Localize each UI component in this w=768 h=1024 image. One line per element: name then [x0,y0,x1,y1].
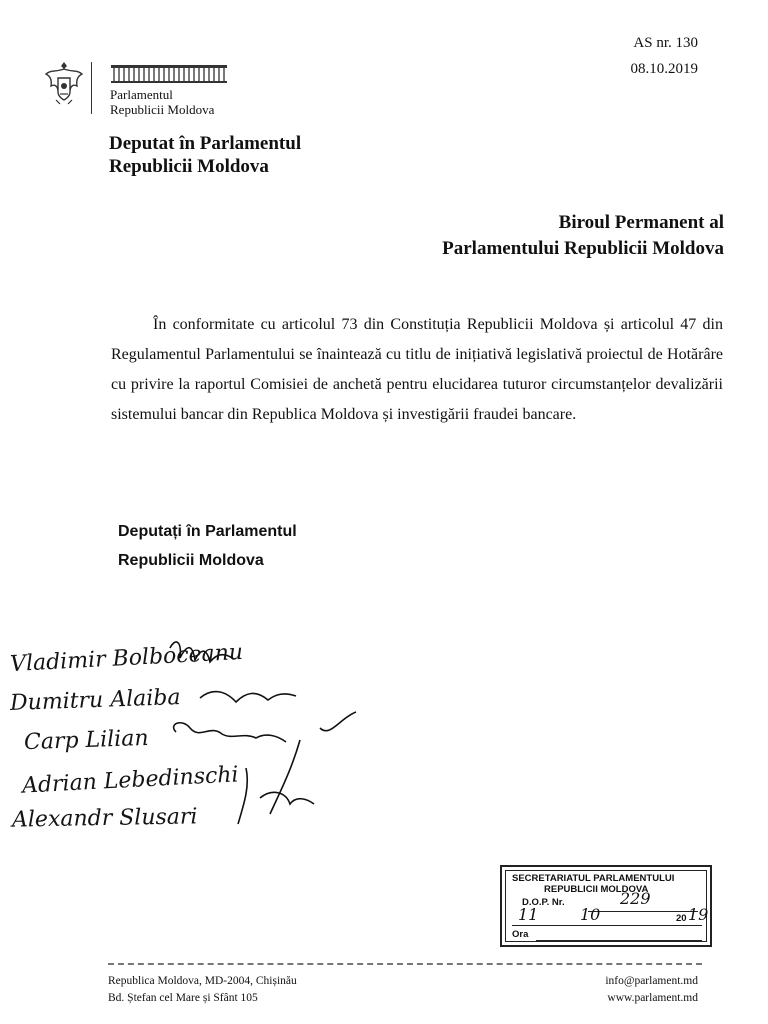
sender-line2: Republicii Moldova [109,156,269,177]
reference-date: 08.10.2019 [630,61,698,77]
stamp-number-value: 229 [620,889,651,908]
org-name-line2: Republicii Moldova [110,102,215,117]
stamp-year-suffix: 19 [688,905,709,924]
recipient-line1: Biroul Permanent al [558,212,724,233]
signature-name: Dumitru Alaiba [9,685,181,716]
stamp-day: 11 [518,905,539,924]
signature-name: Vladimir Bolboceanu [9,639,244,678]
stamp-date-underline [512,925,702,926]
stamp-line1: SECRETARIATUL PARLAMENTULUI [512,873,675,884]
footer-website: www.parlament.md [607,992,698,1004]
letter-body [111,310,723,430]
registration-stamp [500,865,712,947]
stamp-number-label: D.O.P. Nr. [522,897,565,908]
stamp-time-underline [536,940,702,941]
coat-of-arms-icon [44,60,84,106]
signature-name: Alexandr Slusari [11,804,198,833]
org-name-line1: Parlamentul [110,87,173,102]
signoff-line2: Republicii Moldova [118,552,264,569]
footer-address-line1: Republica Moldova, MD-2004, Chișinău [108,975,297,987]
reference-number: AS nr. 130 [633,35,698,51]
body-paragraph: În conformitate cu articolul 73 din Constituția Republicii Moldova și articolul 47 din Regulamentul Parlamentului se înaintează cu titlu de inițiativă legislativă proiectul de Hotărâre cu privire la raportul Comisiei de anchetă pentru elucidarea tuturor circumstanțelor devalizării sistemului bancar din Republica Moldova și investigării fraudei bancare. [111,316,723,423]
footer-divider [108,963,702,965]
stamp-line2: REPUBLICII MOLDOVA [544,884,649,895]
signature-name: Adrian Lebedinschi [21,762,240,799]
parliament-letterhead [44,60,264,120]
sender-block [109,132,301,178]
footer-contact [605,973,698,1007]
recipient-line2: Parlamentului Republicii Moldova [442,238,724,259]
stamp-month: 10 [580,905,601,924]
signature-name: Carp Lilian [23,725,149,756]
footer-email: info@parlament.md [605,975,698,987]
handwritten-signature-marks [0,628,380,838]
stamp-number-underline [588,911,698,912]
signoff-line1: Deputați în Parlamentul [118,523,297,540]
footer-address-line2: Bd. Ștefan cel Mare și Sfânt 105 [108,992,258,1004]
signoff-block [118,517,297,575]
letterhead-divider [91,62,92,114]
signatures-area [0,628,380,838]
parliament-building-icon [110,62,228,84]
stamp-year-prefix: 20 [676,913,687,924]
document-reference [631,30,699,82]
organization-name [110,87,214,117]
footer-address [108,973,297,1007]
sender-line1: Deputat în Parlamentul [109,133,302,154]
recipient-block [442,210,724,262]
stamp-time-label: Ora [512,929,529,940]
